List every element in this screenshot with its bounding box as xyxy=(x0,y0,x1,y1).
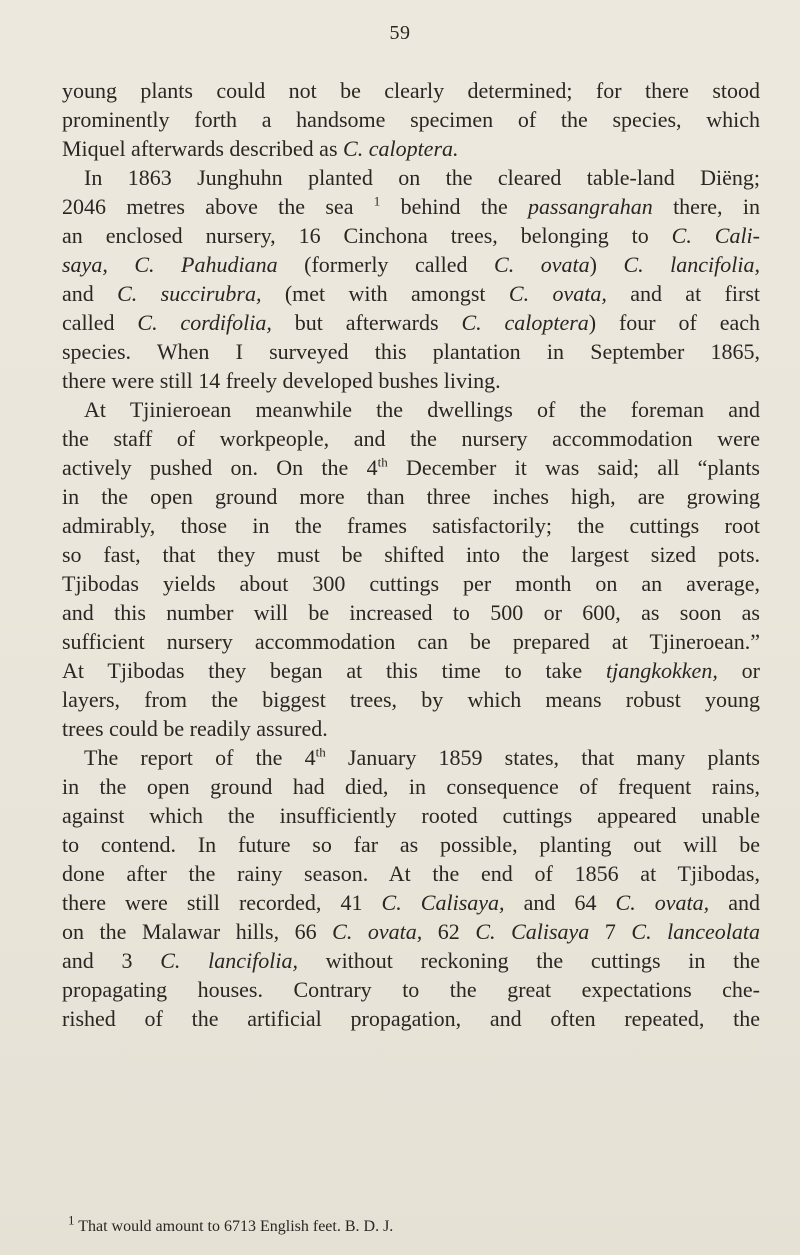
text-line: propagating houses. Contrary to the great expectations che- xyxy=(62,977,760,1002)
text-line: the staff of workpeople, and the nursery accommodation were xyxy=(62,426,760,451)
text-line: so fast, that they must be shifted into the largest sized pots. xyxy=(62,542,760,567)
text-line: young plants could not be clearly determined; for there stood xyxy=(62,78,760,103)
text-line: to contend. In future so far as possible, planting out will be xyxy=(62,832,760,857)
text-line: At Tjibodas they began at this time to take tjangkokken, or xyxy=(62,658,760,683)
text-line: 2046 metres above the sea $^1$ behind the passangrahan there, in xyxy=(62,193,760,219)
text-line: The report of the 4th January 1859 states, that many plants xyxy=(84,744,760,770)
text-line: and 3 C. lancifolia, without reckoning the cuttings in the xyxy=(62,948,761,973)
text-line: done after the rainy season. At the end of 1856 at Tjibodas, xyxy=(62,861,760,886)
text-line: prominently forth a handsome specimen of the species, which xyxy=(62,107,760,132)
text-line: Miquel afterwards described as C. caloptera. xyxy=(62,136,459,161)
text-line: At Tjinieroean meanwhile the dwellings of the foreman and xyxy=(84,397,760,422)
text-line: there were still recorded, 41 C. Calisaya, and 64 C. ovata, and xyxy=(62,890,761,915)
text-line: and C. succirubra, (met with amongst C. ovata, and at first xyxy=(62,281,760,306)
text-line: in the open ground more than three inches high, are growing xyxy=(62,484,760,509)
text-line: against which the insufficiently rooted cuttings appeared unable xyxy=(62,803,760,828)
text-line: actively pushed on. On the 4th December it was said; all “plants xyxy=(62,454,760,480)
text-line: In 1863 Junghuhn planted on the cleared table-land Diëng; xyxy=(84,165,760,190)
text-line: called C. cordifolia, but afterwards C. caloptera) four of each xyxy=(62,310,760,335)
text-line: layers, from the biggest trees, by which means robust young xyxy=(62,687,760,712)
page-number: 59 xyxy=(389,22,411,44)
text-line: saya, C. Pahudiana (formerly called C. ovata) C. lancifolia, xyxy=(62,252,760,277)
text-line: Tjibodas yields about 300 cuttings per month on an average, xyxy=(62,571,760,596)
footnote: $^1$ That would amount to 6713 English feet. B. D. J. xyxy=(68,1212,394,1235)
text-line: species. When I surveyed this plantation in September 1865, xyxy=(62,339,760,364)
text-line: an enclosed nursery, 16 Cinchona trees, belonging to C. Cali- xyxy=(62,223,760,248)
text-line: in the open ground had died, in consequence of frequent rains, xyxy=(62,774,760,799)
text-line: rished of the artificial propagation, and often repeated, the xyxy=(62,1006,760,1031)
text-line: trees could be readily assured. xyxy=(62,716,328,741)
text-line: sufficient nursery accommodation can be prepared at Tjineroean.” xyxy=(62,629,760,654)
text-line: there were still 14 freely developed bushes living. xyxy=(62,368,501,393)
text-line: and this number will be increased to 500 or 600, as soon as xyxy=(62,600,760,625)
text-line: admirably, those in the frames satisfactorily; the cuttings root xyxy=(62,513,760,538)
text-line: on the Malawar hills, 66 C. ovata, 62 C. Calisaya 7 C. lanceolata xyxy=(62,919,760,944)
body-text xyxy=(62,76,760,1033)
